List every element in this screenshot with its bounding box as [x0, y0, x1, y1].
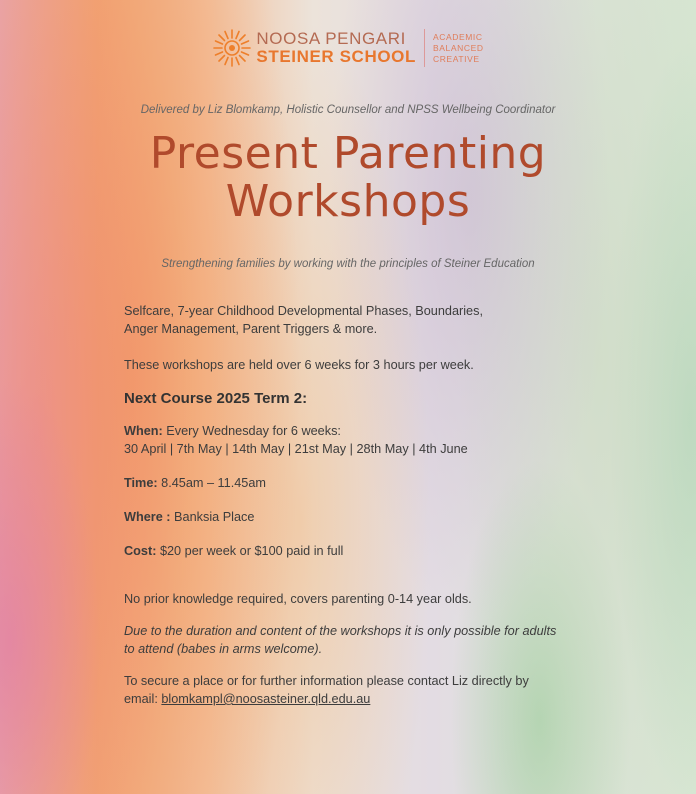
- where-value: Banksia Place: [170, 510, 255, 524]
- logo-tag: ACADEMIC: [432, 31, 483, 42]
- adults-note-line2: to attend (babes in arms welcome).: [124, 642, 323, 656]
- cost-value: $20 per week or $100 paid in full: [156, 544, 344, 558]
- time-info: [124, 474, 594, 492]
- prior-knowledge-text: No prior knowledge required, covers parenting 0-14 year olds.: [124, 592, 472, 606]
- contact-prefix: email:: [124, 692, 162, 706]
- intro-topics: [124, 302, 594, 338]
- logo-tag: BALANCED: [432, 42, 484, 53]
- title-line1: Present Parenting: [149, 128, 547, 179]
- sun-icon: [212, 28, 252, 68]
- logo-divider: [424, 29, 425, 67]
- subtitle: Strengthening families by working with the principles of Steiner Education: [161, 258, 535, 270]
- cost-info: [124, 542, 594, 560]
- where-info: [124, 508, 594, 526]
- workshop-details: [124, 302, 594, 708]
- duration-text: These workshops are held over 6 weeks for 3 hours per week.: [124, 358, 474, 372]
- contact-info: [124, 672, 594, 708]
- when-dates: 30 April | 7th May | 14th May | 21st May | 28th May | 4th June: [124, 442, 468, 456]
- email-link[interactable]: blomkampl@noosasteiner.qld.edu.au: [161, 692, 371, 706]
- school-logo: [0, 28, 696, 68]
- when-value: Every Wednesday for 6 weeks:: [162, 424, 341, 438]
- contact-line1: To secure a place or for further information please contact Liz directly by: [124, 674, 529, 688]
- time-label: Time:: [124, 476, 158, 490]
- intro-line2: Anger Management, Parent Triggers & more.: [124, 322, 378, 336]
- logo-name-line1: NOOSA PENGARI: [256, 29, 406, 48]
- next-course-heading: Next Course 2025 Term 2:: [124, 390, 308, 407]
- logo-tag: CREATIVE: [432, 53, 480, 64]
- cost-label: Cost:: [124, 544, 157, 558]
- where-label: Where :: [124, 510, 171, 524]
- adults-note-line1: Due to the duration and content of the workshops it is only possible for adults: [124, 624, 557, 638]
- delivered-by-text: Delivered by Liz Blomkamp, Holistic Counsellor and NPSS Wellbeing Coordinator: [140, 104, 556, 116]
- when-label: When:: [124, 424, 163, 438]
- adults-note: [124, 622, 594, 658]
- time-value: 8.45am – 11.45am: [157, 476, 266, 490]
- page-title: [0, 130, 696, 226]
- intro-line1: Selfcare, 7-year Childhood Developmental Phases, Boundaries,: [124, 304, 483, 318]
- when-info: [124, 422, 594, 458]
- title-line2: Workshops: [225, 176, 471, 227]
- logo-name-line2: STEINER SCHOOL: [256, 47, 416, 66]
